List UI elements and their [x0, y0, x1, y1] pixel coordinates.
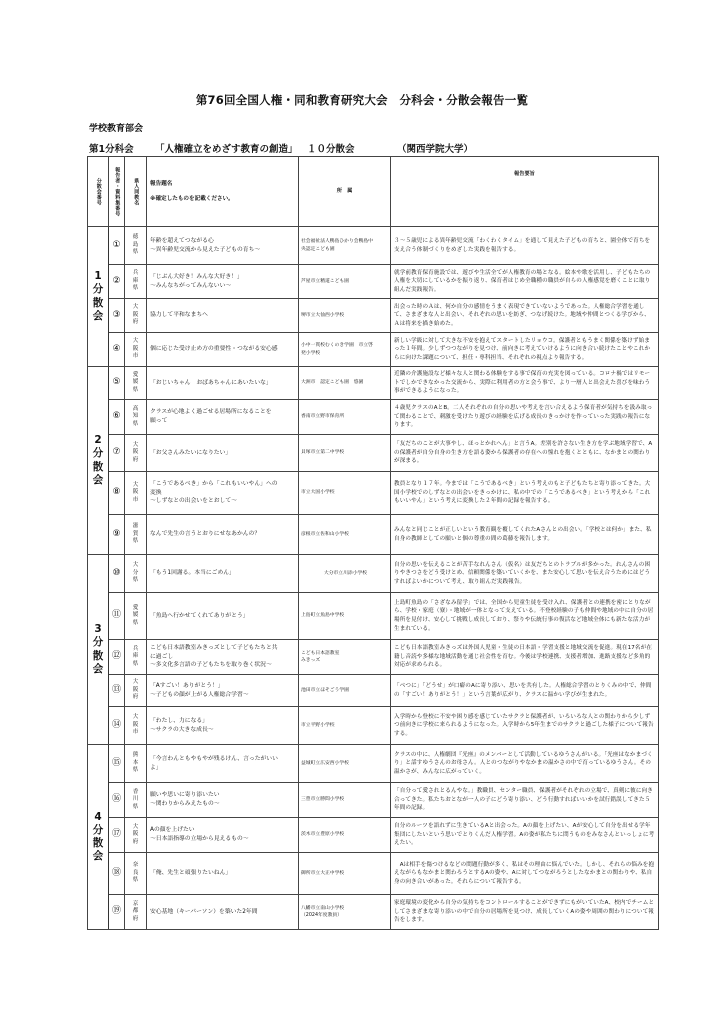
table-row	[88, 472, 659, 515]
affiliation-line: 堺市立大仙西小学校	[301, 312, 345, 318]
table-row	[88, 593, 659, 640]
prefecture-char: 庫	[132, 277, 139, 284]
session-label-cell	[88, 745, 109, 930]
reporter-number: ⑰	[109, 818, 125, 853]
report-title-line: Aの顔を上げたい	[150, 827, 195, 834]
prefecture-char: 市	[132, 496, 139, 503]
affiliation-cell	[299, 853, 391, 895]
session-label-char: 3	[94, 623, 102, 636]
session-label-cell	[88, 227, 109, 367]
report-title-line: 「魚島へ行かせてくれてありがとう」	[150, 612, 249, 619]
prefecture-char: 大	[132, 679, 139, 686]
report-title-line: 変換	[150, 489, 162, 496]
prefecture-char: 府	[132, 319, 139, 326]
table-header-row	[88, 157, 659, 227]
table-row	[88, 299, 659, 333]
report-title-line: ～異年齢児交流から見えた子どもの育ち～	[150, 246, 261, 253]
table-row	[88, 853, 659, 895]
affiliation-line: 大分市立川添小学校	[323, 570, 368, 576]
table-row	[88, 707, 659, 745]
prefecture-cell	[125, 400, 147, 435]
report-title-line: 「お父さんみたいになりたい」	[150, 449, 232, 456]
affiliation-line: 益城町立広安西小学校	[301, 760, 349, 766]
report-title-cell	[147, 707, 299, 745]
prefecture-cell	[125, 515, 147, 555]
prefecture-char: 県	[132, 619, 139, 626]
report-title-cell	[147, 400, 299, 435]
affiliation-cell	[299, 227, 391, 265]
prefecture-char: 県	[132, 767, 139, 774]
summary-cell: 出会った時のＡは、何か自分の感情をうまく表現できていないようであった。人権総合学習を通して、さまざまな人と出会い、それぞれの思いを紡ぎ、つなげ続けた。地域や仲間とつくる学びから、Ａは将来を描き始めた。	[391, 299, 659, 333]
prefecture-char: 県	[132, 249, 139, 256]
affiliation-line: （2024年度教員）	[301, 913, 342, 918]
reporter-number: ⑮	[109, 745, 125, 783]
session-label-char: 分	[92, 823, 104, 836]
prefecture-char: 都	[132, 908, 139, 915]
prefecture-char: 兵	[132, 270, 139, 277]
affiliation-line: 三豊市立勝間小学校	[301, 797, 345, 803]
prefecture-cell	[125, 333, 147, 367]
reporter-number: ③	[109, 299, 125, 333]
session-label-char: 散	[92, 296, 104, 309]
session-label-char: 1	[94, 270, 102, 283]
prefecture-char: 県	[132, 420, 139, 427]
summary-cell: 新しい学級に対して大きな不安を抱えてスタートしたリョウコ。保護者ともうまく関係を築けず始まった１年間。少しずつつながりを見つけ、前向きに考えていけるように向き合い続けたことやこれからに向けた課題について、担任・専科担当、それぞれの視点より報告する。	[391, 333, 659, 367]
header-reporter-no-label: 報告者・資料集番号	[114, 166, 121, 217]
affiliation-line: 香南市立野市保育所	[301, 414, 345, 420]
report-title-line: 「おじいちゃん おばあちゃんにあいたいな」	[150, 379, 272, 386]
department-heading: 学校教育部会	[89, 124, 144, 134]
report-title-cell	[147, 895, 299, 930]
session-label-char: 分	[92, 283, 104, 296]
prefecture-char: 県	[132, 386, 139, 393]
prefecture-char: 府	[132, 456, 139, 463]
report-table	[87, 156, 659, 930]
session-label-char: 散	[92, 460, 104, 473]
affiliation-line: こども日本語教室	[301, 650, 340, 656]
prefecture-char: 阪	[132, 345, 139, 352]
affiliation-cell	[299, 299, 391, 333]
affiliation-cell	[299, 472, 391, 515]
report-title-cell	[147, 640, 299, 675]
reporter-number: ⑫	[109, 640, 125, 675]
affiliation-line: 大洲市 認定こども園 悠園	[301, 380, 364, 386]
table-body	[88, 227, 659, 930]
report-title-line: よ」	[150, 764, 162, 771]
reporter-number: ④	[109, 333, 125, 367]
report-title-line: 「もう1回謝る。本当にごめん」	[150, 570, 235, 576]
reporter-number: ②	[109, 265, 125, 299]
prefecture-char: 大	[132, 823, 139, 830]
prefecture-cell	[125, 783, 147, 818]
prefecture-char: 大	[132, 338, 139, 345]
affiliation-line: 市立平野小学校	[301, 722, 335, 728]
summary-cell: こども日本語教室みきっズは外国人児童・生徒の日本語・学習支援と地域交流を促進。現在17名が在籍し音読や多様な地域活動を通じ社会性を育む。今後は学校連携、支援者増加、進路支援など多角的対応が求められる。	[391, 640, 659, 675]
report-title-line: ～関わりからみえたもの～	[150, 801, 220, 807]
report-title-line: 「こうであるべき」から「これもいいやん」への	[150, 480, 278, 487]
report-title-line: 安心基地（キーパーソン）を築いた2年間	[150, 908, 258, 915]
summary-cell: ４歳児クラスのAとB。二人それぞれの自分の思いや考えを言い合えるよう保育者が気持ちを汲み取って関わることで、刺激を受けたり遊びの経験を広げる成長のきっかけを作っていった実践の報告になります。	[391, 400, 659, 435]
report-title-line: 年齢を超えてつながる心	[150, 237, 214, 244]
prefecture-cell	[125, 818, 147, 853]
report-title-cell	[147, 555, 299, 593]
prefecture-cell	[125, 745, 147, 783]
report-title-line: なんで先生の言うとおりにせなあかんの？	[150, 531, 261, 537]
prefecture-char: 川	[132, 796, 139, 803]
session-label-char: 会	[92, 662, 104, 675]
prefecture-cell	[125, 227, 147, 265]
header-report-title	[147, 157, 299, 227]
prefecture-char: 知	[132, 413, 139, 420]
affiliation-line: 池田市立ほそごう学園	[301, 687, 349, 693]
summary-cell: Aは相手を傷つけるなどの問題行動が多く、私はその理由に悩んでいた。しかし、それらの悩みを抱えながらもなかまと関わろうとするAの姿や、Aに対してつながろうとしたなかまとの関わりや、私自身の向き合いがあった。それらについて報告する。	[391, 853, 659, 895]
report-title-line: 「わたし、力になる」	[150, 717, 208, 724]
prefecture-char: 良	[132, 869, 139, 876]
affiliation-cell	[299, 783, 391, 818]
table-row	[88, 227, 659, 265]
prefecture-char: 県	[132, 577, 139, 584]
reporter-number: ⑥	[109, 400, 125, 435]
reporter-number: ⑨	[109, 515, 125, 555]
affiliation-cell	[299, 818, 391, 853]
header-prefecture-label: 県人同教名	[133, 177, 140, 206]
summary-cell: 近隣の介護施設など様々な人と関わる体験をする事で保育の充実を図っている。コロナ禍ではリモートでしかできなかった交流から、実際に利用者の方と会う事で、より一層人と出会えた喜びを味わう事ができるようになった。	[391, 367, 659, 400]
summary-cell: 入学時から登校に不安や困り感を感じていたサクラと保護者が、いろいろな人との関わりから少しずつ前向きに学校に来られるようになった。入学時から5年生までのサクラと過ごした様子について報告する。	[391, 707, 659, 745]
prefecture-char: 媛	[132, 379, 139, 386]
summary-cell: 就学前教育保育施設では、遊びや生活全てが人権教育の場となる。絵本や歌を活用し、子どもたちの人権を大切にしているかを振り返り、保育者はじめ全職種の職員が自らの人権感覚を磨くことに取り組んだ実践報告。	[391, 265, 659, 299]
prefecture-char: 阪	[132, 311, 139, 318]
report-title-line: ～日本語指導の立場から見えるもの～	[150, 836, 249, 842]
report-title-line: 協力して平和なまちへ	[150, 312, 208, 318]
affiliation-cell	[299, 515, 391, 555]
header-session-no-label: 分散会番号	[95, 177, 102, 206]
summary-cell: 「べつに」「どうせ」が口癖のAに寄り添い、思いを共有した。人権総合学習のとりくみの中で、仲間の「すごい！ありがとう！」という言葉が広がり、クラスに温かい学びが生まれた。	[391, 675, 659, 707]
prefecture-char: 大	[132, 441, 139, 448]
affiliation-line: 市立大国小学校	[301, 490, 335, 496]
prefecture-char: 奈	[132, 862, 139, 869]
report-title-cell	[147, 367, 299, 400]
prefecture-cell	[125, 640, 147, 675]
report-title-cell	[147, 227, 299, 265]
header-summary: 報告要旨	[391, 157, 659, 227]
table-row	[88, 515, 659, 555]
prefecture-char: 大	[132, 481, 139, 488]
summary-cell: 「自分って愛されとるんやな。」教職員、センター職員、保護者がそれぞれの立場で、真剣に彼に向き合ってきた。私たちおとなが一人の子にどう寄り添い、どう行動すればいいかを試行錯誤してきた５年間の記録。	[391, 783, 659, 818]
affiliation-line: 上島町立魚島中学校	[301, 613, 345, 619]
report-title-cell	[147, 783, 299, 818]
affiliation-cell	[299, 435, 391, 472]
prefecture-char: 阪	[132, 686, 139, 693]
prefecture-char: 府	[132, 694, 139, 701]
prefecture-char: 島	[132, 241, 139, 248]
affiliation-line: みきっズ	[301, 658, 321, 663]
reporter-number: ⑪	[109, 593, 125, 640]
affiliation-line: 彦根市立佐和山小学校	[301, 531, 349, 537]
prefecture-char: 媛	[132, 612, 139, 619]
subcommittee-heading	[89, 141, 689, 154]
affiliation-cell	[299, 265, 391, 299]
affiliation-line: 八幡市立南山小学校	[301, 905, 345, 911]
table-row	[88, 895, 659, 930]
summary-cell: 上島町魚島の「さざなみ留学」では、全国から児童生徒を受け入れ、保護者との連携を密にとりながら、学校・家庭（寮）・地域が一体となって支えている。不登校経験の子も仲間や地域の中に自分の居場所を見付け、安心して挑戦し成長しており、祭りや伝統行事の復活など地域全体にも新たな活力が生まれている。	[391, 593, 659, 640]
affiliation-line: 社会福祉法人鴨島ひかり会鴨島中	[301, 239, 373, 245]
reporter-number: ⑬	[109, 675, 125, 707]
report-title-line: に過ごし	[150, 653, 174, 660]
summary-cell: ３～５歳児による異年齢児交流「わくわくタイム」を通して見えた子どもの育ちと、園全体で育ちを支え合う体制づくりをめざした実践を報告する。	[391, 227, 659, 265]
summary-cell: 自分のルーツを語れずに生きているAと出会った。Aの顔を上げたい、Aが安心して自分を出せる学年集団にしたいという思いでとりくんだ人権学習。Aの姿が私たちに問うものをみなさんといっしょに考えたい。	[391, 818, 659, 853]
affiliation-line: 芦屋市立精道こども園	[301, 278, 349, 284]
affiliation-cell	[299, 555, 391, 593]
prefecture-char: 県	[132, 538, 139, 545]
table-row	[88, 783, 659, 818]
prefecture-char: 愛	[132, 371, 139, 378]
report-title-cell	[147, 333, 299, 367]
report-title-line: 個に応じた受け止め方の重要性・つながる安心感	[150, 346, 278, 352]
prefecture-char: 香	[132, 788, 139, 795]
affiliation-line: 茨木市立豊原小学校	[301, 832, 345, 838]
prefecture-cell	[125, 299, 147, 333]
prefecture-char: 市	[132, 729, 139, 736]
session-label-char: 4	[94, 810, 102, 823]
report-title-cell	[147, 515, 299, 555]
affiliation-cell	[299, 333, 391, 367]
prefecture-char: 熊	[132, 752, 139, 759]
session-label-cell	[88, 367, 109, 555]
report-title-line: 「じぶん大好き！みんな大好き！」	[150, 273, 243, 280]
table-row	[88, 555, 659, 593]
reporter-number: ⑦	[109, 435, 125, 472]
subcommittee-name: 第1分科会	[89, 144, 134, 155]
report-title-line: クラスが心地よく過ごせる居場所になることを	[150, 409, 272, 416]
affiliation-line: 貝塚市立第二中学校	[301, 450, 345, 456]
prefecture-cell	[125, 707, 147, 745]
prefecture-cell	[125, 593, 147, 640]
prefecture-char: 本	[132, 759, 139, 766]
prefecture-cell	[125, 435, 147, 472]
header-session-no	[88, 157, 109, 227]
header-report-title-note: ※確定したものを記載ください。	[150, 195, 234, 202]
affiliation-cell	[299, 640, 391, 675]
header-report-title-label: 報告題名	[150, 181, 173, 188]
prefecture-char: 賀	[132, 530, 139, 537]
prefecture-cell	[125, 265, 147, 299]
prefecture-cell	[125, 555, 147, 593]
table-row	[88, 640, 659, 675]
prefecture-char: 高	[132, 405, 139, 412]
affiliation-cell	[299, 707, 391, 745]
summary-cell: 家庭環境の変化から自分の気持ちをコントロールすることができずにもがいていたA、校内でチームとしてさまざまな寄り添いの中で自分の居場所を見つけ、成長していくAの姿や周囲の関わりについて報告をします。	[391, 895, 659, 930]
session-label-char: 会	[92, 473, 104, 486]
report-title-cell	[147, 593, 299, 640]
summary-cell: 「友だちのことが大事やし、ほっとかれへん」と言うA。差別を許さない生き方を学ぶ地域学習で、Aの保護者が自分自身の生き方を語る姿から保護者の存在への憧れを抱くとともに、なかまとの関わりが深まる。	[391, 435, 659, 472]
report-title-cell	[147, 299, 299, 333]
table-row	[88, 435, 659, 472]
prefecture-char: 京	[132, 900, 139, 907]
table-row	[88, 675, 659, 707]
report-title-line: 「Aすごい！ありがとう！」	[150, 682, 224, 689]
header-prefecture	[125, 157, 147, 227]
report-title-line: こども日本語教室みきっズとして子どもたちと共	[150, 644, 278, 651]
prefecture-char: 県	[132, 285, 139, 292]
affiliation-line: 発小学校	[301, 350, 321, 356]
prefecture-char: 愛	[132, 604, 139, 611]
prefecture-char: 徳	[132, 234, 139, 241]
reporter-number: ⑩	[109, 555, 125, 593]
affiliation-cell	[299, 745, 391, 783]
prefecture-cell	[125, 853, 147, 895]
report-title-line: ～多文化多言語の子どもたちを取り巻く状況～	[150, 662, 272, 669]
prefecture-cell	[125, 367, 147, 400]
report-title-line: ～みんなちがってみんないい～	[150, 282, 232, 289]
prefecture-char: 県	[132, 803, 139, 810]
prefecture-char: 府	[132, 915, 139, 922]
affiliation-line: 央認定こども園	[301, 246, 335, 252]
affiliation-cell	[299, 675, 391, 707]
report-title-cell	[147, 435, 299, 472]
venue: （関西学院大学）	[397, 144, 474, 155]
report-title-line: 願いや思いに寄り添いたい	[150, 792, 220, 799]
prefecture-cell	[125, 675, 147, 707]
prefecture-char: 滋	[132, 523, 139, 530]
report-title-line: 「俺、先生と頑張りたいねん」	[150, 870, 232, 876]
report-title-cell	[147, 853, 299, 895]
affiliation-line: 小中一貫校むくのき学園 市立啓	[301, 343, 373, 349]
prefecture-char: 阪	[132, 831, 139, 838]
summary-cell: 教員となり１７年。今までは「こうであるべき」という考えのもと子どもたちと寄り添ってきた。大国小学校でのしずなとの出会いをきっかけに、私の中での「こうであるべき」という考えから「これもいいやん」という考えに変換した２年間の記録を報告する。	[391, 472, 659, 515]
affiliation-cell	[299, 400, 391, 435]
report-title-cell	[147, 265, 299, 299]
table-row	[88, 745, 659, 783]
header-reporter-no	[109, 157, 125, 227]
session-label-char: 分	[92, 447, 104, 460]
session-label-char: 散	[92, 837, 104, 849]
sessions-count: １０分散会	[307, 144, 355, 155]
subcommittee-theme: 「人権確立をめざす教育の創造」	[155, 144, 298, 155]
reporter-number: ⑲	[109, 895, 125, 930]
reporter-number: ①	[109, 227, 125, 265]
prefecture-char: 大	[132, 714, 139, 721]
session-label-char: 散	[92, 649, 104, 662]
table-row	[88, 333, 659, 367]
report-title-line: 「今言わんともやもやが残るけん、言ったがいい	[150, 755, 278, 762]
prefecture-char: 庫	[132, 653, 139, 660]
affiliation-cell	[299, 895, 391, 930]
document-title: 第76回全国人権・同和教育研究大会 分科会・分散会報告一覧	[195, 93, 529, 107]
session-label-cell	[88, 555, 109, 745]
report-title-cell	[147, 472, 299, 515]
table-row	[88, 400, 659, 435]
reporter-number: ⑱	[109, 853, 125, 895]
session-label-char: 分	[92, 636, 104, 649]
session-label-char: 会	[92, 850, 104, 863]
report-title-line: ～しずなとの出会いをとおして～	[150, 498, 237, 505]
session-label-char: 会	[92, 309, 104, 322]
prefecture-char: 兵	[132, 645, 139, 652]
session-label-char: 2	[94, 434, 102, 447]
affiliation-cell	[299, 367, 391, 400]
summary-cell: クラスの中に、人権劇団『光座』のメンバーとして活動しているゆうさんがいる。「光座はなかまづくり」と話すゆうさんのお母さん。人とのつながりやなかまの温かさの中で育っているゆうさん。その温かさが、みんなに広がっていく。	[391, 745, 659, 783]
prefecture-char: 県	[132, 660, 139, 667]
prefecture-char: 県	[132, 877, 139, 884]
prefecture-char: 府	[132, 838, 139, 845]
table-row	[88, 818, 659, 853]
report-title-cell	[147, 818, 299, 853]
prefecture-char: 阪	[132, 449, 139, 456]
table-row	[88, 367, 659, 400]
prefecture-char: 大	[132, 562, 139, 569]
report-title-line: ～サクラの大きな成長～	[150, 726, 214, 733]
affiliation-cell	[299, 593, 391, 640]
prefecture-char: 大	[132, 304, 139, 311]
prefecture-char: 市	[132, 353, 139, 360]
report-title-line: ～子どもの顔が上がる人権総合学習～	[150, 691, 249, 698]
report-title-line: 願って	[150, 418, 168, 424]
prefecture-char: 分	[132, 569, 139, 576]
report-title-cell	[147, 675, 299, 707]
prefecture-cell	[125, 895, 147, 930]
prefecture-char: 阪	[132, 721, 139, 728]
prefecture-char: 阪	[132, 489, 139, 496]
prefecture-cell	[125, 472, 147, 515]
table-row	[88, 265, 659, 299]
report-title-cell	[147, 745, 299, 783]
reporter-number: ⑧	[109, 472, 125, 515]
reporter-number: ⑤	[109, 367, 125, 400]
summary-cell: みんなと同じことが正しいという教育観を覆してくれたAさんとの出会い。「学校とは何か」また、私自身の教師としての願いと個の尊重の間の葛藤を報告します。	[391, 515, 659, 555]
summary-cell: 自分の思いを伝えることが苦手なれんさん（仮名）は友だちとのトラブルが多かった。れんさんの困りやきつさをどう受けとめ、信頼関係を築いていくかを、また安心して思いを伝え合うためにはどうすればよいかについて考え、取り組んだ実践報告。	[391, 555, 659, 593]
header-affiliation: 所 属	[299, 157, 391, 227]
reporter-number: ⑭	[109, 707, 125, 745]
reporter-number: ⑯	[109, 783, 125, 818]
affiliation-line: 御所市立大正中学校	[301, 870, 345, 876]
